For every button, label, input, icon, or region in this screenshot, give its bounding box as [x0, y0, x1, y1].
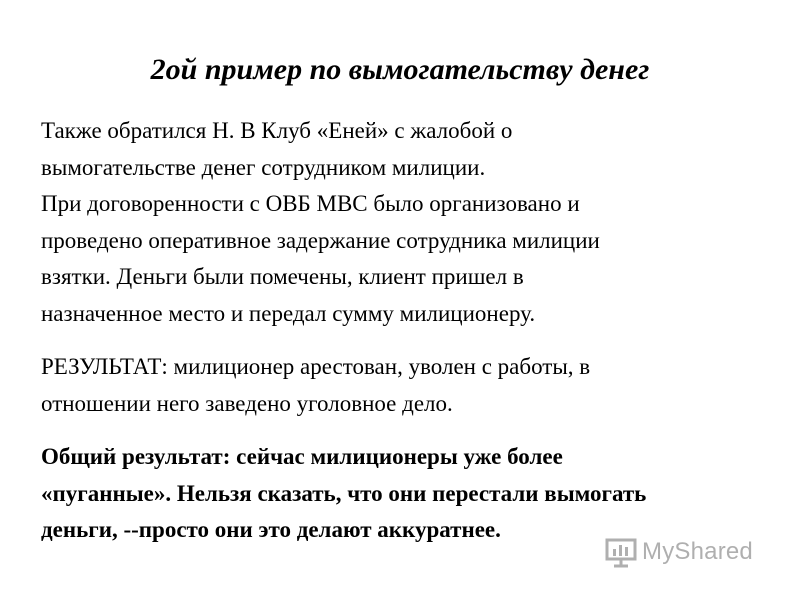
paragraph-result	[41, 349, 781, 422]
text-line: Общий результат: сейчас милиционеры уже более	[41, 444, 563, 469]
slide-body	[41, 113, 781, 549]
text-line: взятки. Деньги были помечены, клиент пришел в	[41, 264, 524, 289]
text-line: проведено оперативное задержание сотрудника милиции	[41, 227, 600, 253]
text-line: При договоренности с ОВБ МВС было организовано и	[41, 191, 580, 216]
paragraph-gap	[41, 332, 781, 349]
text-line: отношении него заведено уголовное дело.	[41, 390, 453, 416]
text-line: назначенное место и передал сумму милиционеру.	[41, 300, 536, 326]
slide-title: 2ой пример по вымогательству денег	[150, 53, 650, 86]
text-line: Также обратился Н. В Клуб «Еней» с жалобой о	[41, 118, 513, 143]
paragraph-complaint	[41, 113, 781, 332]
paragraph-gap	[41, 422, 781, 439]
text-line: РЕЗУЛЬТАТ: милиционер арестован, уволен с работы, в	[41, 354, 591, 379]
presentation-board-icon	[604, 535, 638, 569]
myshared-watermark	[604, 535, 753, 569]
paragraph-overall-result	[41, 439, 781, 549]
text-line: вымогательстве денег сотрудником милиции.	[41, 154, 486, 180]
text-line: деньги, --просто они это делают аккуратнее.	[41, 517, 501, 542]
text-line: «пуганные». Нельзя сказать, что они перестали вымогать	[41, 480, 647, 506]
watermark-text: MyShared	[642, 538, 753, 565]
